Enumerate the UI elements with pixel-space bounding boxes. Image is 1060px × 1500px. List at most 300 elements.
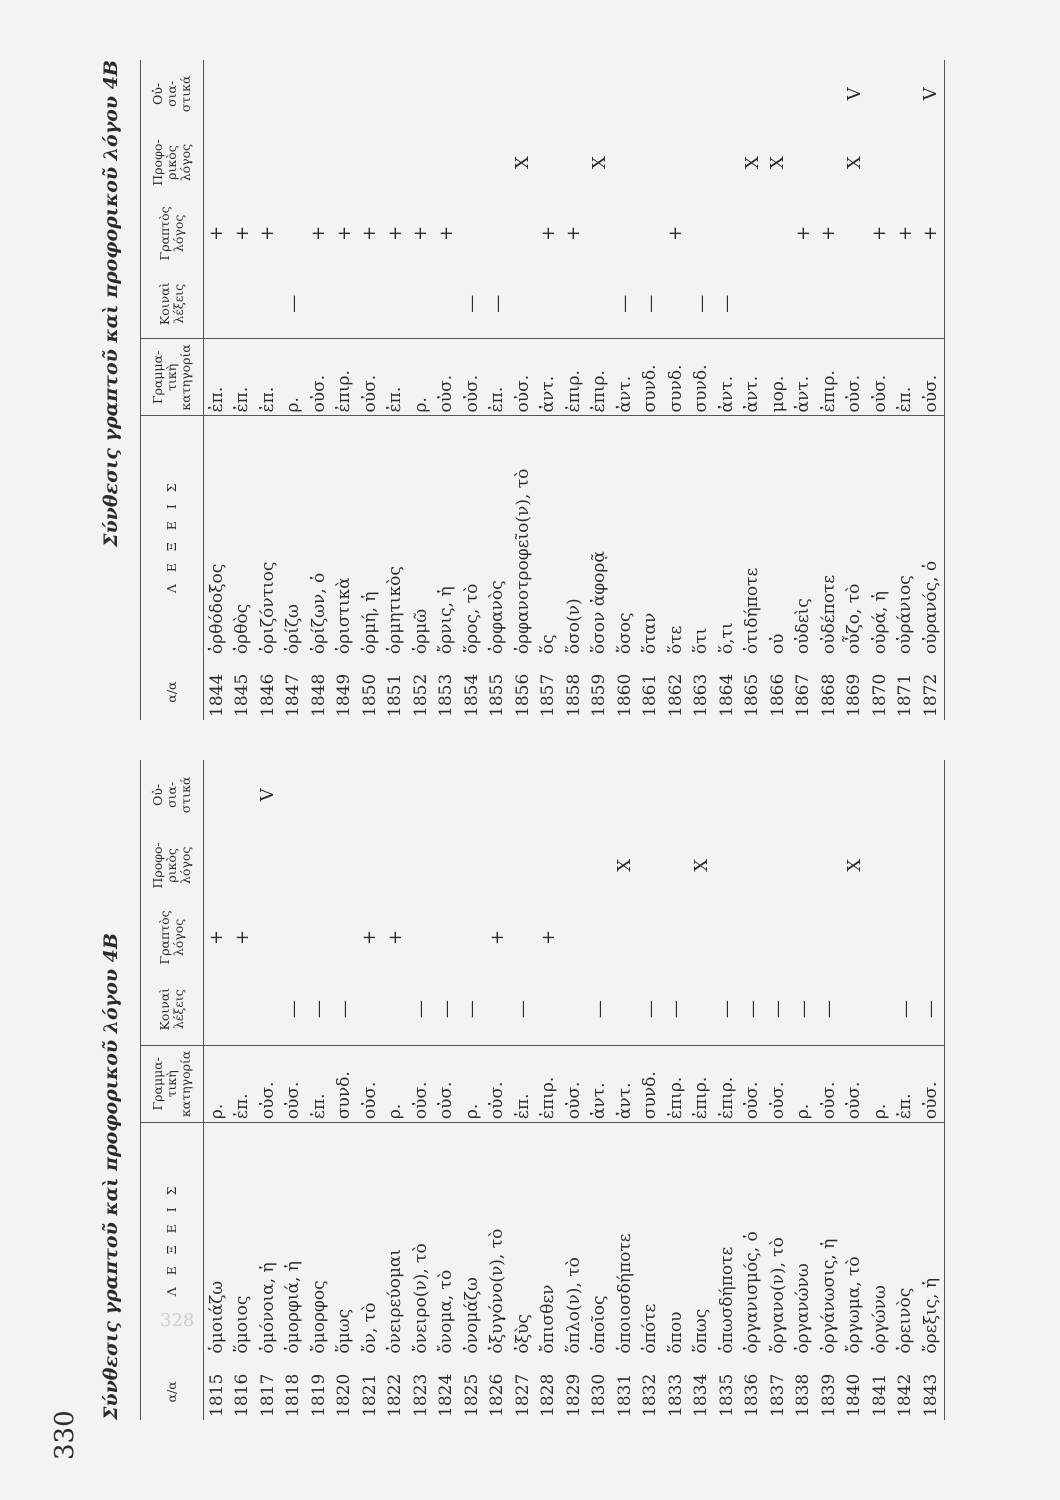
- category: οὐσ.: [306, 339, 332, 416]
- common-mark: [485, 974, 511, 1045]
- table-row: [561, 760, 587, 1420]
- oral-mark: [816, 128, 842, 198]
- category: ἐπιρ.: [332, 339, 358, 416]
- nouns-mark: [867, 60, 893, 128]
- category: συνδ.: [663, 339, 689, 416]
- category: ἐπιρ.: [689, 1045, 715, 1123]
- row-number: 1864: [716, 673, 737, 717]
- table-row: [663, 60, 689, 720]
- category: ἀντ.: [740, 339, 766, 416]
- word: ὄν, τὸ: [359, 1302, 380, 1354]
- oral-mark: [485, 128, 511, 198]
- left-caption: Σύνθεσις γραπτοῦ καὶ προφορικοῦ λόγου 4Β: [100, 933, 122, 1420]
- nouns-mark: [281, 60, 307, 128]
- row-number: 1828: [538, 1373, 559, 1417]
- category: συνδ.: [638, 339, 664, 416]
- common-mark: [867, 269, 893, 339]
- oral-mark: [714, 830, 740, 901]
- oral-mark: [765, 830, 791, 901]
- category: συνδ.: [689, 339, 715, 416]
- nouns-mark: [332, 760, 358, 830]
- nouns-mark: [281, 760, 307, 830]
- category: ἐπ.: [485, 339, 511, 416]
- written-mark: +: [818, 225, 840, 241]
- common-mark: [357, 269, 383, 339]
- category: ἐπ.: [230, 339, 256, 416]
- written-mark: +: [563, 225, 585, 241]
- table-row: [408, 760, 434, 1420]
- nouns-mark: [612, 760, 638, 830]
- category: οὐσ.: [842, 339, 868, 416]
- written-mark: +: [308, 225, 330, 241]
- nouns-mark: [383, 60, 409, 128]
- table-row: [255, 760, 281, 1420]
- common-mark: [791, 269, 817, 339]
- category: οὐσ.: [281, 1045, 307, 1123]
- nouns-mark: [612, 60, 638, 128]
- nouns-mark: [408, 760, 434, 830]
- row-number: 1823: [410, 1373, 431, 1417]
- written-mark: +: [206, 225, 228, 241]
- category: ρ.: [791, 1045, 817, 1123]
- nouns-mark: [485, 60, 511, 128]
- table-row: [434, 760, 460, 1420]
- category: ἐπιρ.: [561, 339, 587, 416]
- category: ἐπ.: [893, 339, 919, 416]
- word: οὐρανός, ὁ: [918, 416, 944, 664]
- row-number: 1839: [818, 1373, 839, 1417]
- row-number: 1863: [691, 673, 712, 717]
- category: ρ.: [867, 1045, 893, 1123]
- category: ἀντ.: [536, 339, 562, 416]
- category: ἐπ.: [383, 339, 409, 416]
- nouns-mark: [332, 60, 358, 128]
- row-number: 1860: [614, 673, 635, 717]
- oral-mark: [230, 830, 256, 901]
- nouns-mark: [536, 760, 562, 830]
- table-row: [612, 760, 638, 1420]
- oral-mark: [638, 830, 664, 901]
- common-mark: [587, 269, 613, 339]
- word: οὐρά, ἡ: [869, 591, 890, 655]
- written-mark: [689, 901, 715, 974]
- right-header-nouns: Οὐ- σια- στικά: [141, 60, 204, 128]
- word: ὀξὺς: [512, 1314, 533, 1354]
- left-header-written: Γραπτὸς λόγος: [141, 901, 204, 974]
- row-number: 1866: [767, 673, 788, 717]
- word: ὀρθόδοξος: [206, 563, 227, 655]
- oral-mark: [306, 830, 332, 901]
- written-mark: [816, 901, 842, 974]
- table-row: [281, 60, 307, 720]
- common-mark: —: [459, 974, 485, 1045]
- written-mark: [663, 901, 689, 974]
- row-number: 1846: [257, 673, 278, 717]
- common-mark: —: [638, 269, 664, 339]
- common-mark: —: [765, 974, 791, 1045]
- word: οὐ: [767, 633, 788, 655]
- written-mark: +: [384, 929, 406, 945]
- word: ὅμως: [334, 1308, 355, 1354]
- common-mark: [663, 269, 689, 339]
- common-mark: [561, 974, 587, 1045]
- table-row: [204, 760, 230, 1420]
- row-number: 1822: [385, 1373, 406, 1417]
- common-mark: [230, 269, 256, 339]
- nouns-mark: [689, 60, 715, 128]
- category: συνδ.: [332, 1045, 358, 1123]
- category: οὐσ.: [740, 1045, 766, 1123]
- nouns-mark: [918, 760, 944, 830]
- word: ὁπωσδήποτε: [716, 1246, 737, 1354]
- row-number: 1868: [818, 673, 839, 717]
- word: ὁρμητικὸς: [385, 566, 406, 655]
- common-mark: [816, 269, 842, 339]
- nouns-mark: [255, 60, 281, 128]
- word: ὅπως: [691, 1308, 712, 1354]
- written-mark: [332, 901, 358, 974]
- word: ὁμορφιά, ἡ: [283, 1261, 304, 1354]
- written-mark: +: [231, 225, 253, 241]
- table-row: [383, 60, 409, 720]
- row-number: 1859: [589, 673, 610, 717]
- common-mark: —: [281, 974, 307, 1045]
- written-mark: [893, 901, 919, 974]
- common-mark: [561, 269, 587, 339]
- row-number: 1817: [257, 1373, 278, 1417]
- common-mark: —: [281, 269, 307, 339]
- word: ὄνομα, τὸ: [436, 1269, 457, 1354]
- row-number: 1858: [563, 673, 584, 717]
- category: οὐσ.: [434, 339, 460, 416]
- written-mark: [765, 901, 791, 974]
- oral-mark: [204, 830, 230, 901]
- right-header-common: Κοιναὶ λέξεις: [141, 269, 204, 339]
- written-mark: [459, 901, 485, 974]
- category: οὐσ.: [867, 339, 893, 416]
- table-row: [408, 60, 434, 720]
- table-row: [332, 60, 358, 720]
- oral-mark: [536, 830, 562, 901]
- word: ὁτιδήποτε: [742, 567, 763, 655]
- oral-mark: [357, 830, 383, 901]
- row-number: 1835: [716, 1373, 737, 1417]
- row-number: 1830: [589, 1373, 610, 1417]
- nouns-mark: [740, 760, 766, 830]
- table-row: [612, 60, 638, 720]
- nouns-mark: [510, 760, 536, 830]
- nouns-mark: [306, 760, 332, 830]
- oral-mark: [281, 128, 307, 198]
- written-mark: [587, 198, 613, 270]
- table-row: [765, 760, 791, 1420]
- common-mark: —: [714, 974, 740, 1045]
- written-mark: [434, 901, 460, 974]
- table-row: [561, 60, 587, 720]
- written-mark: [459, 198, 485, 270]
- oral-mark: [459, 128, 485, 198]
- category: οὐσ.: [357, 1045, 383, 1123]
- table-row: [791, 60, 817, 720]
- category: ἀντ.: [612, 1045, 638, 1123]
- right-header-oral: Προφο- ρικὸς λόγος: [141, 128, 204, 198]
- row-number: 1826: [487, 1373, 508, 1417]
- table-row: [893, 60, 919, 720]
- oral-mark: X: [588, 156, 610, 169]
- common-mark: [842, 269, 868, 339]
- oral-mark: X: [843, 858, 865, 872]
- nouns-mark: [459, 60, 485, 128]
- oral-mark: [383, 830, 409, 901]
- word: ὁποιοσδήποτε: [614, 1233, 635, 1354]
- table-row: [689, 760, 715, 1420]
- nouns-mark: [893, 760, 919, 830]
- table-row: [306, 760, 332, 1420]
- written-mark: +: [792, 225, 814, 241]
- nouns-mark: [306, 60, 332, 128]
- word: ὄμορφος: [308, 1280, 329, 1354]
- oral-mark: [867, 128, 893, 198]
- written-mark: +: [410, 225, 432, 241]
- nouns-mark: [714, 760, 740, 830]
- word: ὄπισθεν: [538, 1284, 559, 1354]
- nouns-mark: [740, 60, 766, 128]
- oral-mark: [204, 128, 230, 198]
- written-mark: [587, 901, 613, 974]
- common-mark: —: [612, 269, 638, 339]
- word: ὁποῖος: [589, 1295, 610, 1354]
- row-number: 1832: [640, 1373, 661, 1417]
- written-mark: +: [537, 929, 559, 945]
- category: οὐσ.: [816, 1045, 842, 1123]
- nouns-mark: [510, 60, 536, 128]
- written-mark: [765, 198, 791, 270]
- common-mark: [408, 269, 434, 339]
- common-mark: —: [332, 974, 358, 1045]
- common-mark: [918, 269, 944, 339]
- written-mark: [306, 901, 332, 974]
- left-table: [140, 760, 945, 1420]
- nouns-mark: [230, 760, 256, 830]
- word: ὁρμῶ: [410, 608, 431, 655]
- written-mark: [740, 198, 766, 270]
- common-mark: —: [893, 974, 919, 1045]
- table-row: [459, 60, 485, 720]
- oral-mark: [918, 128, 944, 198]
- written-mark: [740, 901, 766, 974]
- row-number: 1853: [436, 673, 457, 717]
- common-mark: [842, 974, 868, 1045]
- common-mark: [204, 974, 230, 1045]
- row-number: 1838: [793, 1373, 814, 1417]
- common-mark: [306, 269, 332, 339]
- row-number: 1849: [334, 673, 355, 717]
- written-mark: [791, 901, 817, 974]
- table-row: [281, 760, 307, 1420]
- category: οὐσ.: [918, 339, 944, 416]
- category: ρ.: [459, 1045, 485, 1123]
- faint-page-number: 328: [160, 1310, 195, 1331]
- right-header-words: Λ Ε Ξ Ε Ι Σ: [141, 416, 204, 664]
- written-mark: +: [359, 225, 381, 241]
- nouns-mark: [587, 60, 613, 128]
- row-number: 1871: [895, 673, 916, 717]
- nouns-mark: [816, 760, 842, 830]
- word: ὀρφανὸς: [487, 580, 508, 655]
- oral-mark: [561, 830, 587, 901]
- oral-mark: [434, 128, 460, 198]
- row-number: 1845: [232, 673, 253, 717]
- common-mark: [536, 974, 562, 1045]
- word: ὀργανισμός, ὁ: [742, 1231, 763, 1354]
- table-row: [842, 60, 868, 720]
- word: ὄρνις, ἡ: [436, 586, 457, 655]
- word: ὅτι: [691, 627, 712, 655]
- row-number: 1837: [767, 1373, 788, 1417]
- nouns-mark: [663, 760, 689, 830]
- table-row: [638, 60, 664, 720]
- word: ὀρεινὸς: [895, 1287, 916, 1354]
- written-mark: +: [384, 225, 406, 241]
- row-number: 1825: [461, 1373, 482, 1417]
- nouns-mark: V: [257, 788, 279, 802]
- word: ὀρθὸς: [232, 603, 253, 655]
- row-number: 1844: [206, 673, 227, 717]
- oral-mark: [485, 830, 511, 901]
- oral-mark: [510, 830, 536, 901]
- category: ἀντ.: [791, 339, 817, 416]
- category: οὐσ.: [459, 339, 485, 416]
- nouns-mark: [357, 760, 383, 830]
- table-row: [434, 60, 460, 720]
- table-row: [204, 60, 230, 720]
- nouns-mark: [204, 60, 230, 128]
- category: μορ.: [765, 339, 791, 416]
- row-number: 1829: [563, 1373, 584, 1417]
- right-caption: Σύνθεσις γραπτοῦ καὶ προφορικοῦ λόγου 4Β: [100, 60, 122, 547]
- common-mark: —: [510, 974, 536, 1045]
- oral-mark: X: [690, 858, 712, 872]
- table-row: [893, 760, 919, 1420]
- common-mark: [740, 269, 766, 339]
- nouns-mark: [230, 60, 256, 128]
- written-mark: [714, 198, 740, 270]
- table-row: [306, 60, 332, 720]
- row-number: 1831: [614, 1373, 635, 1417]
- word: ὀνομάζω: [461, 1277, 482, 1354]
- row-number: 1815: [206, 1373, 227, 1417]
- word: ὀξυγόνο(ν), τὸ: [487, 1228, 508, 1354]
- category: οὐσ.: [765, 1045, 791, 1123]
- word: ὁριζόντιος: [257, 561, 278, 655]
- common-mark: —: [714, 269, 740, 339]
- row-number: 1816: [232, 1373, 253, 1417]
- category: οὐσ.: [510, 339, 536, 416]
- written-mark: [867, 901, 893, 974]
- common-mark: [357, 974, 383, 1045]
- nouns-mark: [561, 60, 587, 128]
- word: ὅπλο(ν), τὸ: [563, 1257, 584, 1354]
- nouns-mark: [459, 760, 485, 830]
- nouns-mark: V: [918, 60, 944, 128]
- right-header-category: Γραμμα- τικὴ κατηγορία: [141, 339, 204, 416]
- row-number: 1820: [334, 1373, 355, 1417]
- table-row: [357, 760, 383, 1420]
- row-number: 1847: [283, 673, 304, 717]
- common-mark: —: [638, 974, 664, 1045]
- table-row: [867, 60, 893, 720]
- row-number: 1848: [308, 673, 329, 717]
- common-mark: [867, 974, 893, 1045]
- row-number: 1854: [461, 673, 482, 717]
- oral-mark: [663, 128, 689, 198]
- table-row: [587, 760, 613, 1420]
- oral-mark: [867, 830, 893, 901]
- row-number: 1870: [869, 673, 890, 717]
- category: οὐσ.: [408, 1045, 434, 1123]
- written-mark: +: [537, 225, 559, 241]
- oral-mark: [689, 128, 715, 198]
- word: ὄνειρο(ν), τὸ: [410, 1243, 431, 1354]
- oral-mark: [612, 128, 638, 198]
- common-mark: —: [434, 974, 460, 1045]
- nouns-mark: [842, 760, 868, 830]
- written-mark: [485, 198, 511, 270]
- oral-mark: [230, 128, 256, 198]
- oral-mark: [255, 128, 281, 198]
- oral-mark: X: [767, 156, 789, 169]
- nouns-mark: [204, 760, 230, 830]
- common-mark: —: [816, 974, 842, 1045]
- left-header-category: Γραμμα- τικὴ κατηγορία: [141, 1045, 204, 1123]
- category: οὐσ.: [918, 1045, 944, 1123]
- word: ὁμόνοια, ἡ: [257, 1262, 278, 1354]
- written-mark: +: [359, 929, 381, 945]
- oral-mark: [332, 128, 358, 198]
- row-number: 1865: [742, 673, 763, 717]
- written-mark: +: [486, 929, 508, 945]
- written-mark: +: [206, 929, 228, 945]
- row-number: 1819: [308, 1373, 329, 1417]
- oral-mark: [332, 830, 358, 901]
- oral-mark: [740, 830, 766, 901]
- word: οὐδεὶς: [793, 598, 814, 655]
- left-header-words: Λ Ε Ξ Ε Ι Σ: [141, 1123, 204, 1364]
- row-number: 1861: [640, 673, 661, 717]
- row-number: 1857: [538, 673, 559, 717]
- word: ὅσο(ν): [563, 598, 584, 655]
- category: ρ.: [383, 1045, 409, 1123]
- nouns-mark: [587, 760, 613, 830]
- left-header-nouns: Οὐ- σια- στικά: [141, 760, 204, 830]
- nouns-mark: [816, 60, 842, 128]
- rotated-content: [50, 50, 1010, 1460]
- word: ὁρίζω: [283, 604, 304, 655]
- word: ὅτε: [665, 625, 686, 655]
- category: οὐσ.: [255, 1045, 281, 1123]
- word: ὅσον ἀφορᾷ: [589, 551, 610, 655]
- row-number: 1834: [691, 1373, 712, 1417]
- common-mark: —: [587, 974, 613, 1045]
- table-row: [765, 60, 791, 720]
- table-row: [867, 760, 893, 1420]
- oral-mark: [536, 128, 562, 198]
- table-row: [816, 760, 842, 1420]
- category: ρ.: [281, 339, 307, 416]
- nouns-mark: [893, 60, 919, 128]
- row-number: 1833: [665, 1373, 686, 1417]
- nouns-mark: [434, 760, 460, 830]
